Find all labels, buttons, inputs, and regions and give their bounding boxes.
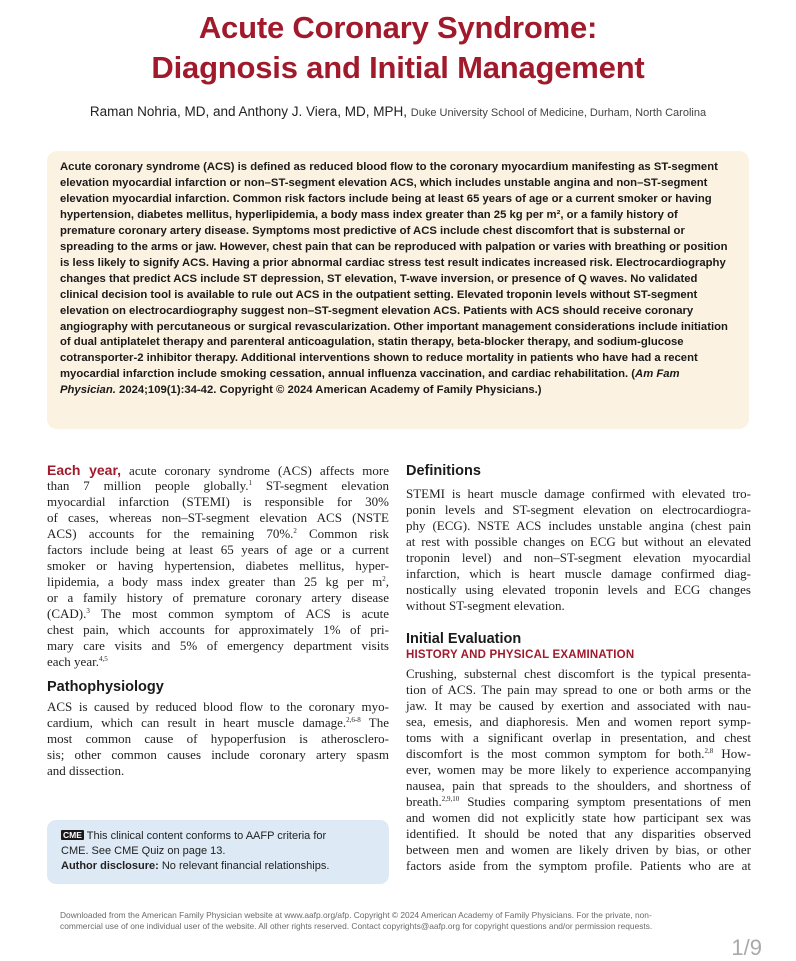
text-line: ACS) accounts for the remaining 70%.$^2$ Common risk <box>47 526 389 541</box>
text-line: ACS is caused by reduced blood flow to the coronary myo- <box>47 699 389 714</box>
cme-box <box>47 820 389 884</box>
abstract-text: Acute coronary syndrome (ACS) is defined as reduced blood flow to the coronary myocardium manifesting as ST-segment elevation myocardial infarction or non–ST-segment elevation ACS, which includes unstable angina and non–ST-segment elevation myocardial infarction. Common risk factors include being at least 65 years of age or a current smoker or having hypertension, diabetes mellitus, hyperlipidemia, a body mass index greater than 25 kg per m², or a family history of premature coronary artery disease. Symptoms most predictive of ACS include chest discomfort that is substernal or spreading to the arms or jaw. However, chest pain that can be reproduced with palpation or varies with breathing or position is less likely to signify ACS. Having a prior abnormal cardiac stress test result indicates increased risk. Electrocardiography changes that predict ACS include ST depression, ST elevation, T-wave inversion, or presence of Q waves. No validated clinical decision tool is available to rule out ACS in the outpatient setting. Elevated troponin levels without ST-segment elevation on electrocardiography suggest non–ST-segment elevation ACS. Patients with ACS should receive coronary angiography with percutaneous or surgical revascularization. Other important management considerations include initiation of dual antiplatelet therapy and parenteral anticoagulation, statin therapy, beta-blocker therapy, and sodium-glucose cotransporter-2 inhibitor therapy. Additional interventions shown to reduce mortality in patients who have had a recent myocardial infarction include smoking cessation, annual influenza vaccination, and cardiac rehabilitation. <box>60 161 728 381</box>
author-names: Raman Nohria, MD, and Anthony J. Viera, MD, MPH, <box>89 104 408 119</box>
reference-marker: 2,6-8 <box>346 716 361 724</box>
author-affiliation: Duke University School of Medicine, Durham, North Carolina <box>410 107 707 119</box>
text-line: troponin level) and non–ST-segment elevation myocardial <box>406 550 751 565</box>
page-indicator: 1/9 <box>731 935 762 960</box>
text-line: chest pain, which accounts for approximately 1% of pri- <box>47 622 389 637</box>
reference-marker: 2 <box>293 527 297 535</box>
cme-line-1: CME This clinical content conforms to AAFP criteria for <box>63 830 327 842</box>
text-line: lipidemia, a body mass index greater than 25 kg per $m^2$, <box>47 574 389 589</box>
text-line: nausea, pain that spreads to the shoulders, and shortness of <box>406 778 751 793</box>
text-line: identified. It should be noted that any disparities observed <box>406 826 751 841</box>
cme-line-2: CME. See CME Quiz on page 13. <box>61 845 226 857</box>
text-line: tion of ACS. The pain may spread to one or both arms or the <box>406 682 751 697</box>
text-line: Each year, acute coronary syndrome (ACS) affects more <box>47 462 390 478</box>
pathophysiology-heading: Pathophysiology <box>47 679 164 695</box>
author-line <box>0 104 796 119</box>
reference-marker: 4,5 <box>98 655 108 663</box>
text-line: factors include being at least 65 years of age or a current <box>47 542 389 557</box>
text-line: jaw. It may be caused by exertion and associated with nau- <box>406 698 751 713</box>
text-line: sea, emesis, and diaphoresis. Men and women report symp- <box>406 714 751 729</box>
text-line: most common cause of hypoperfusion is atherosclero- <box>47 731 389 746</box>
reference-marker: 3 <box>86 607 90 615</box>
text-line: toms with a significant overlap in presentation, and chest <box>406 730 751 745</box>
text-line: at rest with possible changes on ECG but without an elevated <box>406 534 751 549</box>
text-line: phy (ECG). NSTE ACS includes unstable angina (chest pain <box>406 518 751 533</box>
abstract-box: Acute coronary syndrome (ACS) is defined as reduced blood flow to the coronary myocardium manifesting as ST-segment elevation myocardial infarction or non–ST-segment elevation ACS, which includes unstable angina and non–ST-segment elevation myocardial infarction. Common risk factors include being at least 65 years of age or a current smoker or having hypertension, diabetes mellitus, hyperlipidemia, a body mass index greater than 25 kg per m², or a family history of premature coronary artery disease. Symptoms most predictive of ACS include chest discomfort that is substernal or spreading to the arms or jaw. However, chest pain that can be reproduced with palpation or varies with breathing or position is less likely to signify ACS. Having a prior abnormal cardiac stress test result indicates increased risk. Electrocardiography changes that predict ACS include ST depression, ST elevation, T-wave inversion, or presence of Q waves. No validated clinical decision tool is available to rule out ACS in the outpatient setting. Elevated troponin levels without ST-segment elevation on electrocardiography suggest non–ST-segment elevation ACS. Patients with ACS should receive coronary angiography with percutaneous or surgical revascularization. Other important management considerations include initiation of dual antiplatelet therapy and parenteral anticoagulation, statin therapy, beta-blocker therapy, and sodium-glucose cotransporter-2 inhibitor therapy. Additional interventions shown to reduce mortality in patients who have had a recent myocardial infarction include smoking cessation, annual influenza vaccination, and cardiac rehabilitation. (Am Fam Physician. 2024;109(1):34-42. Copyright © 2024 American Academy of Family Physicians.) <box>47 151 749 429</box>
text-line: between men and women are likely driven by bias, or other <box>406 842 751 857</box>
footer-line-1: Downloaded from the American Family Physician website at www.aafp.org/afp. Copyright © 2024 American Academy of Family Physicians. For the private, non- <box>60 910 652 920</box>
text-line: each year.$^{4,5}$ <box>47 654 108 669</box>
title-line-2: Diagnosis and Initial Management <box>151 50 645 85</box>
reference-marker: 2,8 <box>704 747 714 755</box>
abstract-citation-journal: Am Fam Physician. <box>60 368 680 397</box>
history-exam-subheading: HISTORY AND PHYSICAL EXAMINATION <box>406 649 635 661</box>
text-line: nostically using elevated troponin levels and ECG changes <box>406 582 751 597</box>
text-line: discomfort is the most common symptom for both.$^{2,8}$ How- <box>406 746 751 761</box>
text-line: than 7 million people globally.$^1$ ST-segment elevation <box>47 478 390 493</box>
author-disclosure: Author disclosure: No relevant financial relationships. <box>61 860 330 872</box>
text-line: infarction, which is heart muscle damage confirmed diag- <box>406 566 751 581</box>
download-footer <box>60 910 750 932</box>
text-line: sis; other common causes include coronary artery spasm <box>47 747 389 762</box>
text-line: cardium, which can result in heart muscle damage.$^{2,6-8}$ The <box>47 715 390 730</box>
text-line: (CAD).$^3$ The most common symptom of ACS is acute <box>47 606 389 621</box>
text-line: ever, women may be more likely to experience accompanying <box>406 762 751 777</box>
footer-line-2: commercial use of one individual user of the website. All other rights reserved. Contact copyrights@aafp.org for copyright questions and/or permission requests. <box>60 921 653 931</box>
lead-in: Each year, <box>47 462 122 478</box>
text-line: myocardial infarction (STEMI) is responsible for 30% <box>47 494 389 509</box>
text-line: breath.$^{2,9,10}$ Studies comparing symptom presentations of men <box>406 794 752 809</box>
text-line: of cases, whereas non–ST-segment elevation ACS (NSTE <box>47 510 389 525</box>
definitions-heading: Definitions <box>406 463 481 479</box>
text-line: factors aside from the symptom profile. Patients who are at <box>406 858 751 873</box>
text-line: without ST-segment elevation. <box>406 598 565 613</box>
text-line: and women did not explicitly state how participant sex was <box>406 810 751 825</box>
text-line: and dissection. <box>47 763 125 778</box>
abstract-citation: 2024;109(1):34-42. Copyright © 2024 American Academy of Family Physicians.) <box>119 384 542 397</box>
reference-marker: 1 <box>248 479 253 487</box>
cme-badge: CME <box>63 830 82 840</box>
text-line: Crushing, substernal chest discomfort is the typical presenta- <box>406 666 751 681</box>
title-line-1: Acute Coronary Syndrome: <box>198 10 598 45</box>
left-column <box>47 462 389 779</box>
initial-evaluation-heading: Initial Evaluation <box>406 631 522 647</box>
text-line: mary care visits and 5% of emergency department visits <box>47 638 389 653</box>
text-line: or a family history of premature coronary artery disease <box>47 590 389 605</box>
text-line: smoker or having hypertension, diabetes mellitus, hyper- <box>47 558 389 573</box>
text-line: STEMI is heart muscle damage confirmed with elevated tro- <box>406 486 751 501</box>
reference-marker: 2,9,10 <box>441 795 460 803</box>
text-line: ponin levels and ST-segment elevation on electrocardiogra- <box>406 502 751 517</box>
right-column <box>406 462 751 874</box>
article-title <box>0 8 796 88</box>
